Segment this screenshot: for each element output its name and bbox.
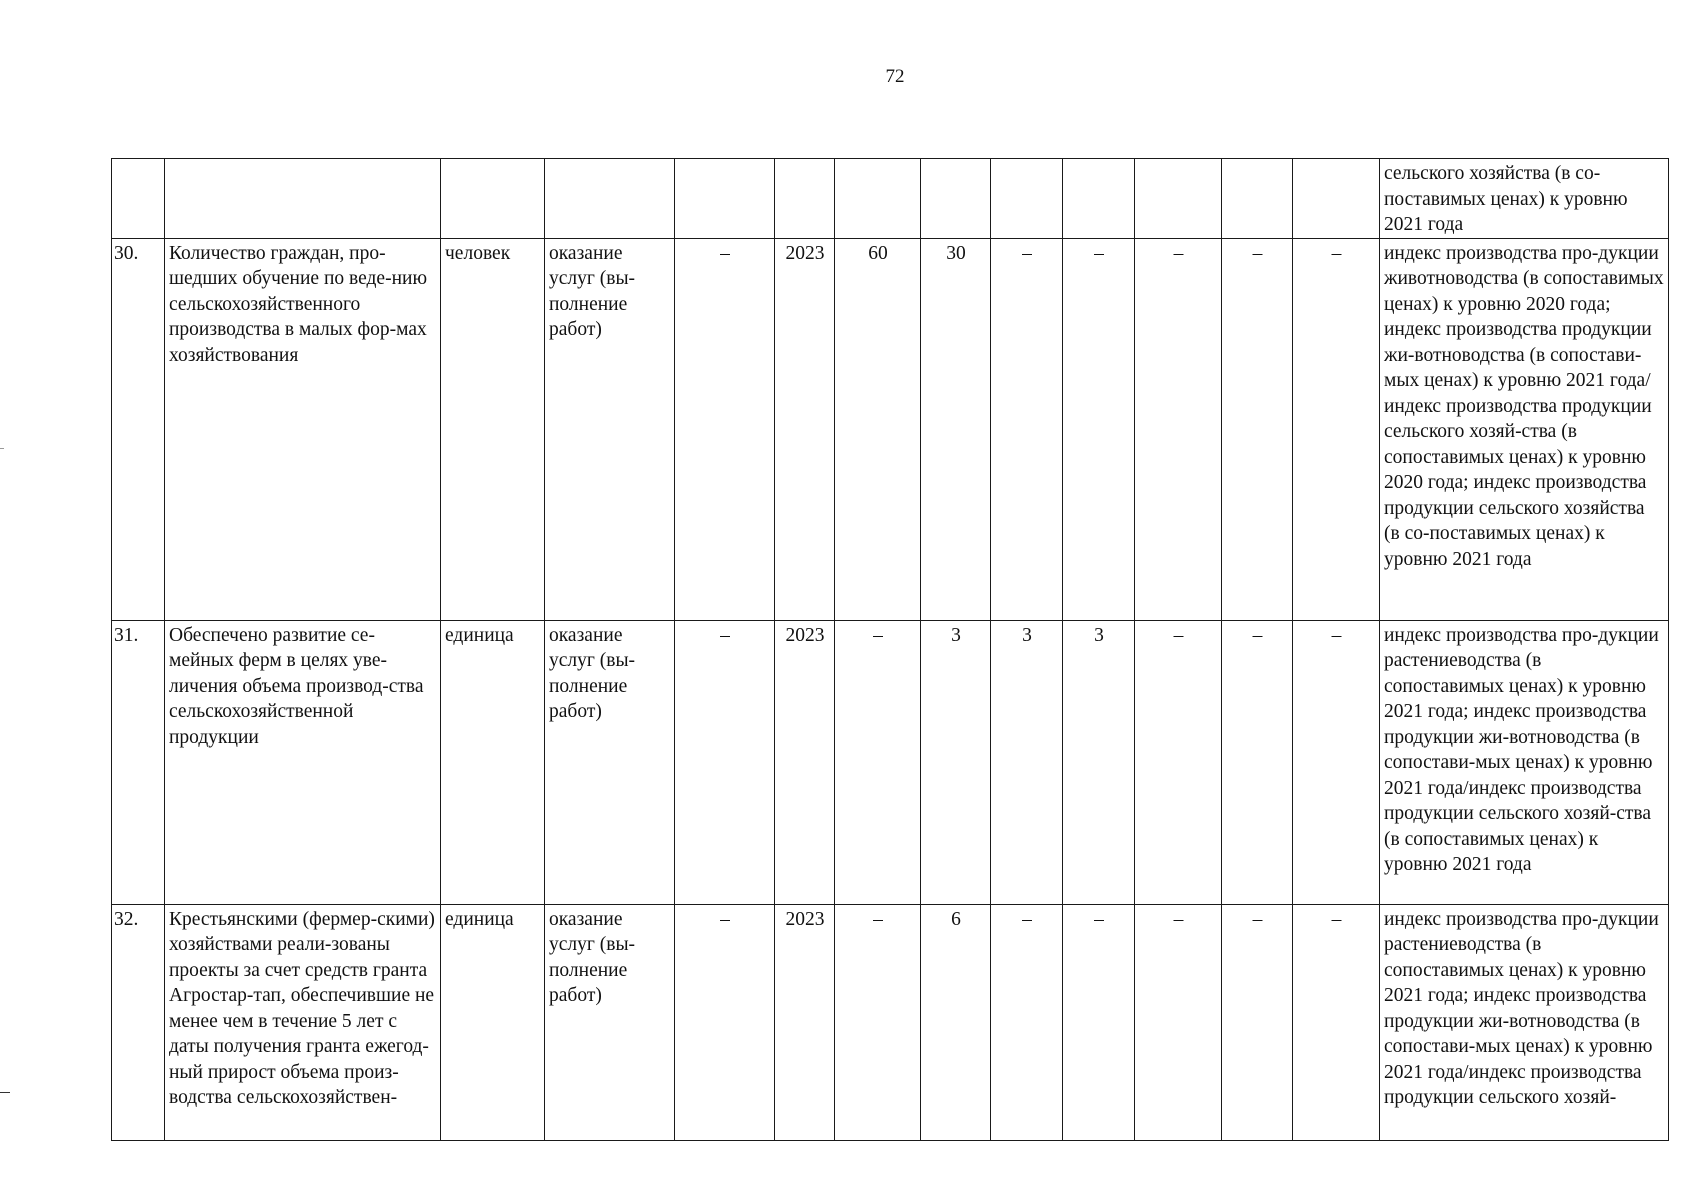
value-cell — [835, 159, 921, 239]
value-cell: – — [991, 904, 1063, 1140]
value-cell: – — [835, 904, 921, 1140]
page-number: 72 — [885, 66, 905, 87]
value-cell — [1063, 159, 1135, 239]
year-cell: 2023 — [775, 620, 835, 904]
value-cell: – — [1063, 238, 1135, 620]
row-number — [112, 159, 165, 239]
table-row — [112, 904, 1669, 1140]
year-cell: 2023 — [775, 904, 835, 1140]
result-name: Крестьянскими (фермер-скими) хозяйствами реали-зованы проекты за счет средств гранта Агростар-тап, обеспечившие не менее чем в течение 5 лет с даты получения гранта ежегод-ный прирост объема произ-водства сельскохозяйствен- — [165, 904, 441, 1140]
value-cell: – — [835, 620, 921, 904]
value-cell: – — [1135, 904, 1222, 1140]
value-cell: – — [1222, 238, 1293, 620]
value-cell: – — [1293, 620, 1380, 904]
value-cell: 6 — [921, 904, 991, 1140]
base-value — [675, 159, 775, 239]
value-cell: – — [1222, 904, 1293, 1140]
value-cell: – — [1063, 904, 1135, 1140]
type-cell: оказание услуг (вы-полнение работ) — [545, 620, 675, 904]
base-value: – — [675, 238, 775, 620]
value-cell: – — [1135, 238, 1222, 620]
type-cell: оказание услуг (вы-полнение работ) — [545, 238, 675, 620]
row-number: 32. — [112, 904, 165, 1140]
value-cell — [991, 159, 1063, 239]
result-name: Количество граждан, про-шедших обучение по веде-нию сельскохозяйственного производства в малых фор-мах хозяйствования — [165, 238, 441, 620]
result-name: Обеспечено развитие се-мейных ферм в целях уве-личения объема производ-ства сельскохозяйственной продукции — [165, 620, 441, 904]
value-cell: 3 — [1063, 620, 1135, 904]
value-cell — [1135, 159, 1222, 239]
scan-edge-mark — [0, 448, 4, 449]
table-row — [112, 620, 1669, 904]
year-cell — [775, 159, 835, 239]
indicator-cell: индекс производства про-дукции растениеводства (в сопоставимых ценах) к уровню 2021 года; индекс производства продукции жи-вотноводства (в сопостави-мых ценах) к уровню 2021 года/индекс производства продукции сельского хозяй- — [1380, 904, 1669, 1140]
row-number: 30. — [112, 238, 165, 620]
unit-cell — [441, 159, 545, 239]
indicator-cell: сельского хозяйства (в со-поставимых ценах) к уровню 2021 года — [1380, 159, 1669, 239]
indicator-cell: индекс производства про-дукции животноводства (в сопоставимых ценах) к уровню 2020 года; индекс производства продукции жи-вотноводства (в сопостави-мых ценах) к уровню 2021 года/индекс производства продукции сельского хозяй-ства (в сопоставимых ценах) к уровню 2020 года; индекс производства продукции сельского хозяйства (в со-поставимых ценах) к уровню 2021 года — [1380, 238, 1669, 620]
result-name — [165, 159, 441, 239]
value-cell — [1293, 159, 1380, 239]
value-cell: 60 — [835, 238, 921, 620]
base-value: – — [675, 620, 775, 904]
value-cell — [921, 159, 991, 239]
unit-cell: единица — [441, 620, 545, 904]
type-cell: оказание услуг (вы-полнение работ) — [545, 904, 675, 1140]
indicator-cell: индекс производства про-дукции растениеводства (в сопоставимых ценах) к уровню 2021 года; индекс производства продукции жи-вотноводства (в сопостави-мых ценах) к уровню 2021 года/индекс производства продукции сельского хозяй-ства (в сопоставимых ценах) к уровню 2021 года — [1380, 620, 1669, 904]
indicators-table — [111, 158, 1669, 1141]
value-cell: 3 — [991, 620, 1063, 904]
unit-cell: единица — [441, 904, 545, 1140]
table-row — [112, 238, 1669, 620]
value-cell: 30 — [921, 238, 991, 620]
base-value: – — [675, 904, 775, 1140]
scan-edge-mark — [0, 1092, 10, 1093]
type-cell — [545, 159, 675, 239]
value-cell: – — [991, 238, 1063, 620]
value-cell: – — [1293, 904, 1380, 1140]
year-cell: 2023 — [775, 238, 835, 620]
value-cell: – — [1222, 620, 1293, 904]
table-row — [112, 159, 1669, 239]
value-cell: 3 — [921, 620, 991, 904]
value-cell: – — [1293, 238, 1380, 620]
value-cell: – — [1135, 620, 1222, 904]
row-number: 31. — [112, 620, 165, 904]
value-cell — [1222, 159, 1293, 239]
unit-cell: человек — [441, 238, 545, 620]
